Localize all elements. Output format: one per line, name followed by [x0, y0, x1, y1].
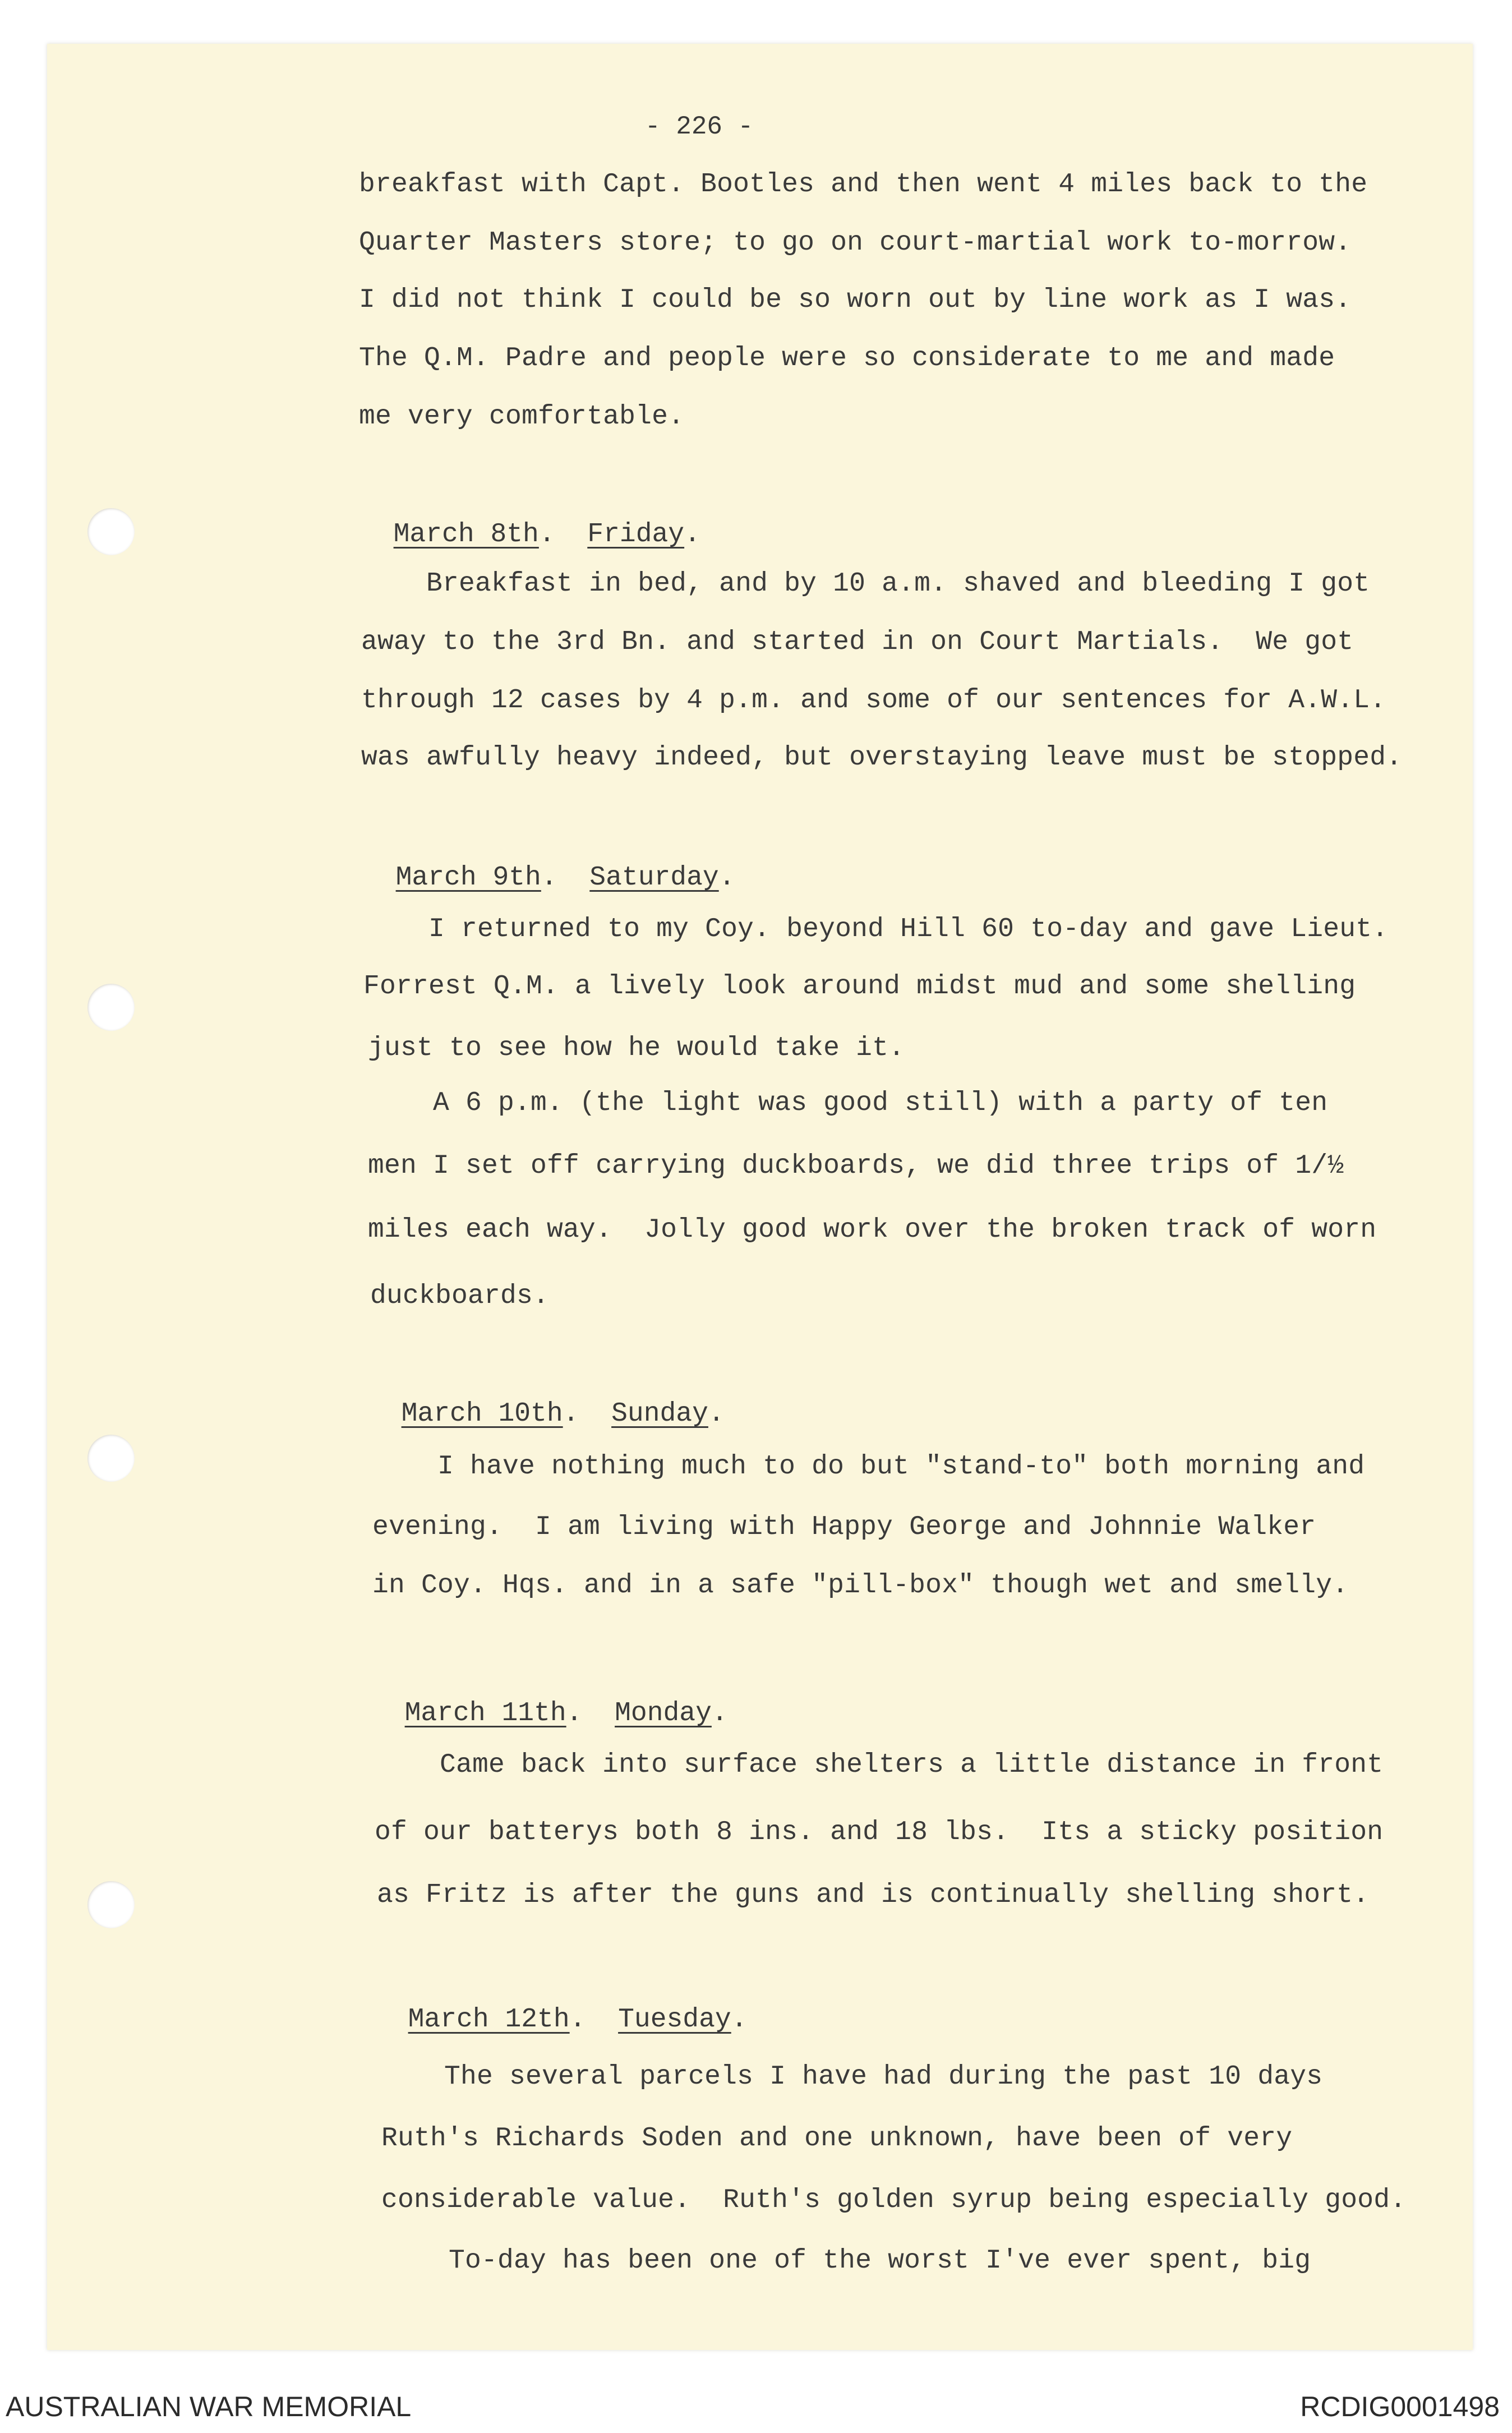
- march-9-line-7: duckboards.: [370, 1281, 550, 1311]
- entry-date: March 11th: [404, 1698, 566, 1729]
- march-8-line-2: away to the 3rd Bn. and started in on Court Martials. We got: [361, 627, 1354, 657]
- march-9-line-1: I returned to my Coy. beyond Hill 60 to-day and gave Lieut.: [363, 914, 1389, 944]
- punch-hole-middle: [87, 984, 135, 1031]
- march-10-line-3: in Coy. Hqs. and in a safe "pill-box" though wet and smelly.: [372, 1570, 1349, 1601]
- entry-heading-march-9: March 9th. Saturday.: [395, 863, 735, 893]
- entry-day: Friday: [587, 519, 685, 550]
- entry-heading-march-12: March 12th. Tuesday.: [408, 2005, 748, 2035]
- march-8-line-1: Breakfast in bed, and by 10 a.m. shaved and bleeding I got: [361, 569, 1370, 599]
- march-9-line-5: men I set off carrying duckboards, we did three trips of 1/½: [368, 1151, 1344, 1181]
- punch-hole-top: [87, 508, 135, 555]
- entry-date: March 10th: [401, 1399, 563, 1429]
- entry-date: March 9th: [395, 863, 541, 893]
- entry-date: March 12th: [408, 2005, 570, 2035]
- archive-credit: AUSTRALIAN WAR MEMORIAL: [6, 2391, 412, 2422]
- entry-heading-march-8: March 8th. Friday.: [393, 519, 700, 550]
- march-11-line-2: of our batterys both 8 ins. and 18 lbs. Its a sticky position: [375, 1817, 1384, 1847]
- entry-day: Tuesday: [618, 2005, 731, 2035]
- punch-hole-bottom: [87, 1881, 135, 1928]
- march-9-line-4: A 6 p.m. (the light was good still) with a party of ten: [368, 1088, 1328, 1118]
- march-12-line-1: The several parcels I have had during the past 10 days: [379, 2062, 1323, 2092]
- march-9-line-2: Forrest Q.M. a lively look around midst mud and some shelling: [363, 971, 1356, 1002]
- intro-line-3: I did not think I could be so worn out by line work as I was.: [359, 285, 1352, 315]
- march-12-line-3: considerable value. Ruth's golden syrup being especially good.: [381, 2185, 1407, 2215]
- entry-heading-march-11: March 11th. Monday.: [404, 1698, 728, 1729]
- entry-heading-march-10: March 10th. Sunday.: [401, 1399, 725, 1429]
- page-number: - 226 -: [645, 112, 754, 141]
- march-10-line-2: evening. I am living with Happy George and Johnnie Walker: [372, 1512, 1316, 1542]
- march-11-line-3: as Fritz is after the guns and is continually shelling short.: [377, 1880, 1370, 1910]
- march-11-line-1: Came back into surface shelters a little distance in front: [375, 1750, 1384, 1780]
- punch-hole-lower: [87, 1435, 135, 1482]
- entry-day: Sunday: [611, 1399, 708, 1429]
- march-9-line-6: miles each way. Jolly good work over the broken track of worn: [368, 1215, 1377, 1245]
- march-9-line-3: just to see how he would take it.: [368, 1033, 905, 1063]
- entry-date: March 8th: [393, 519, 539, 550]
- march-8-line-4: was awfully heavy indeed, but overstaying leave must be stopped.: [361, 743, 1403, 773]
- record-id: RCDIG0001498: [1300, 2391, 1500, 2422]
- intro-line-2: Quarter Masters store; to go on court-martial work to-morrow.: [359, 228, 1352, 258]
- entry-day: Monday: [615, 1698, 712, 1729]
- march-12-line-4: To-day has been one of the worst I've ever spent, big: [384, 2246, 1311, 2276]
- intro-line-5: me very comfortable.: [359, 402, 685, 432]
- typed-page: [47, 44, 1473, 2350]
- march-12-line-2: Ruth's Richards Soden and one unknown, have been of very: [381, 2123, 1293, 2154]
- march-10-line-1: I have nothing much to do but "stand-to" both morning and: [372, 1451, 1365, 1482]
- entry-day: Saturday: [589, 863, 719, 893]
- intro-line-1: breakfast with Capt. Bootles and then went 4 miles back to the: [359, 169, 1368, 200]
- intro-line-4: The Q.M. Padre and people were so considerate to me and made: [359, 343, 1335, 374]
- march-8-line-3: through 12 cases by 4 p.m. and some of our sentences for A.W.L.: [361, 685, 1386, 716]
